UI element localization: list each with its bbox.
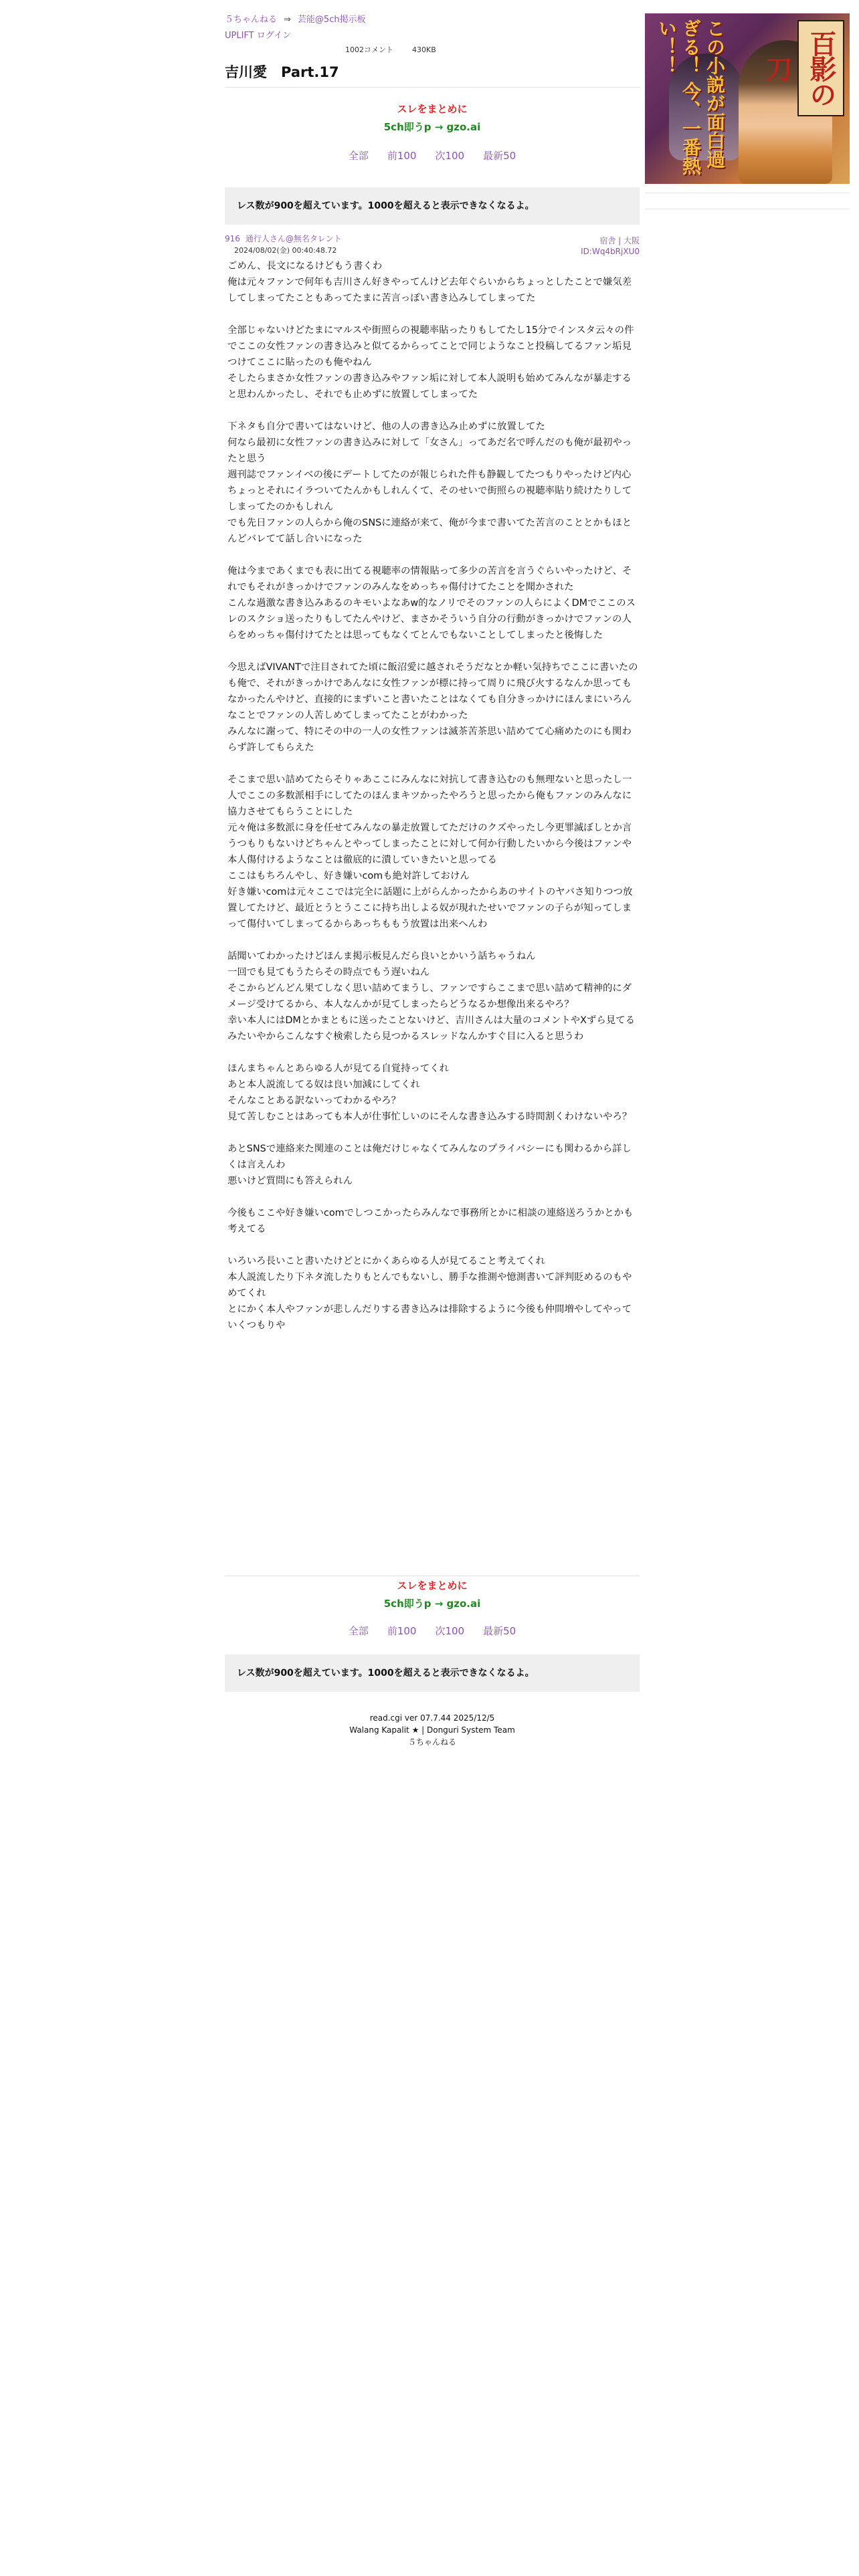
post-paragraph: 今後もここや好き嫌いcomでしつこかったらみんなで事務所とかに相談の連絡送ろうかとかも考えてる (227, 1208, 634, 1235)
breadcrumb (225, 12, 366, 25)
post-paragraph: ほんまちゃんとあらゆる人が見てる自覚持ってくれ あと本人説流してる奴は良い加減にしてくれ そんなことある訳ないってわかるやろ？ 見て苦しむことはあっても本人が仕事忙しいのにそんな書き込みする時間割くわけないやろ？ (227, 1063, 632, 1122)
post-paragraph: 下ネタも自分で書いてはないけど、他の人の書き込み止めずに放置してた 何なら最初に女性ファンの書き込みに対して「女さん」ってあだ名で呼んだのも俺が最初やったと思う 週刊誌でファンイベの後にデートしてたのが報じられた件も静観してたつもりやったけど内心ちょっとそれにイラついてたんかもしれんくて、そのせいで街照らの視聴率貼り続けたりしてしまってたのかもしれん でも先日ファンの人らから俺のSNSに連絡が来て、俺が今まで書いてた苦言のこととかもほとんどバレてて話し合いになった (227, 421, 632, 544)
post-paragraph: ごめん、長文になるけどもう書くわ 俺は元々ファンで何年も吉川さん好きやってんけど去年ぐらいからちょっとしたことで嫌気差してしまってたこともあってたまに苦言っぽい書き込みしてしまってた (227, 261, 632, 304)
footer-version: read.cgi ver 07.7.44 2025/12/5 (369, 1713, 495, 1723)
breadcrumb-root-link[interactable]: ５ちゃんねる (225, 15, 278, 25)
pager-all-link[interactable]: 全部 (348, 150, 369, 162)
thread-size: 430KB (412, 45, 436, 54)
post-paragraph: 全部じゃないけどたまにマルスや街照らの視聴率貼ったりもしてたし15分でインスタ云々の件でここの女性ファンの書き込みと似てるからってことで同じようなこと投稿してるファン垢見つけてここに貼ったのも俺やねん そしたらまさか女性ファンの書き込みやファン垢に対して本人説明も始めてみんなが暴走すると思わんかったし、それでも止めずに放置してしまってた (227, 325, 634, 400)
pager-bottom (225, 1624, 640, 1638)
pager-all-link[interactable]: 全部 (348, 1625, 369, 1637)
notice-banner-bottom: レス数が900を超えています。1000を超えると表示できなくなるよ。 (225, 1654, 640, 1692)
promo-top[interactable] (225, 102, 640, 134)
uplift-login-link[interactable]: UPLIFT ログイン (225, 31, 292, 41)
pager-latest-link[interactable]: 最新50 (483, 150, 516, 162)
pager-top (225, 148, 640, 163)
pager-next-link[interactable]: 次100 (435, 150, 465, 162)
post-meta-right (581, 235, 640, 257)
post-number[interactable]: 916 (225, 234, 240, 243)
post-body (227, 258, 640, 1333)
post-author[interactable]: 通行人さん@無名タレント (245, 234, 342, 243)
promo-bottom[interactable] (225, 1578, 640, 1610)
footer-team: Walang Kapalit ★ | Donguri System Team (349, 1725, 515, 1735)
pager-next-link[interactable]: 次100 (435, 1625, 465, 1637)
page-title: 吉川愛 Part.17 (225, 64, 339, 80)
post-id[interactable]: ID:Wq4bRjXU0 (581, 247, 640, 256)
post-paragraph: 話聞いてわかったけどほんま掲示板見んだら良いとかいう話ちゃうねん 一回でも見てもうたらその時点でもう遅いねん そこからどんどん果てしなく思い詰めてまうし、ファンですらここまで思い詰めて精神的にダメージ受けてるから、本人なんかが見てしまったらどうなるか想像出来るやろ？ 幸い本人にはDMとかまともに送ったことないけど、吉川さんは大量のコメントやXずら見てるみたいやからこんなすぐ検索したら見つかるスレッドなんかすぐ目に入ると思うわ (227, 951, 635, 1042)
promo-line2[interactable]: 5ch即うp → gzo.ai (383, 1598, 481, 1610)
ad-banner[interactable] (645, 13, 850, 184)
promo-line2[interactable]: 5ch即うp → gzo.ai (383, 121, 481, 133)
ad-title: 百影の刀 (797, 20, 844, 116)
notice-banner-top: レス数が900を超えています。1000を超えると表示できなくなるよ。 (225, 187, 640, 225)
post-paragraph: いろいろ長いこと書いたけどとにかくあらゆる人が見てること考えてくれ 本人説流したり下ネタ流したりもとんでもないし、勝手な推測や憶測書いて評判貶めるのもやめてくれ とにかく本人やファンが悲しんだりする書き込みは排除するように今後も仲間増やしてやっていくつもりや (227, 1256, 632, 1331)
ad-catchphrase: この小説が面白過ぎる！ 今、一番熱い！！ (656, 19, 726, 175)
post-location: 宿舎 | 大阪 (599, 236, 640, 245)
footer-site: ５ちゃんねる (407, 1737, 456, 1747)
breadcrumb-board-link[interactable]: 芸能@5ch掲示板 (297, 15, 366, 25)
divider (225, 87, 640, 88)
post-paragraph: そこまで思い詰めてたらそりゃあここにみんなに対抗して書き込むのも無理ないと思ったし一人でここの多数派相手にしてたのほんまキツかったやろうと思ったから俺もファンのみんなに協力させてもらうことにした 元々俺は多数派に身を任せてみんなの暴走放置してただけのクズやったし今更罪滅ぼしとか言うつもりもないけどちゃんとやってしまったことに対して何か行動したいから今後はファンや本人傷付けるようなことは徹底的に潰していきたいと思ってる ここはもちろんやし、好き嫌いcomも絶対許しておけん 好き嫌いcomは元々ここでは完全に話題に上がらんかったからあのサイトのヤバさ知りつつ放置してたけど、最近とうとうここに持ち出しよる奴が現れたせいでファンの子らが知ってしまって傷付いてしまってるからあっちももう放置は出来へんわ (227, 774, 633, 930)
post-paragraph: 今思えばVIVANTで注目されてた頃に飯沼愛に越されそうだなとか軽い気持ちでここに書いたのも俺で、それがきっかけであんなに女性ファンが標に持って周りに飛び火するなんか思ってもなかったんやけど、直接的にまずいこと書いたことはなくても自分きっかけにほんまにいろんなことでファンの人苦しめてしまってたことがわかった みんなに謝って、特にその中の一人の女性ファンは滅茶苦茶思い詰めてて心痛めたのにも関わらず許してもらえた (227, 662, 638, 753)
comment-count: 1002コメント (345, 45, 393, 54)
footer (225, 1712, 640, 1748)
post-header (225, 233, 640, 256)
promo-line1[interactable]: スレをまとめに (397, 1580, 468, 1592)
promo-line1[interactable]: スレをまとめに (397, 103, 468, 115)
post-date: 2024/08/02(金) 00:40:48.72 (234, 246, 337, 255)
pager-latest-link[interactable]: 最新50 (483, 1625, 516, 1637)
post-paragraph: あとSNSで連絡来た関連のことは俺だけじゃなくてみんなのプライバシーにも関わるから詳しくは言えんわ 悪いけど質問にも答えられん (227, 1144, 632, 1186)
breadcrumb-arrow: ⇒ (284, 15, 291, 25)
thread-meta (345, 44, 455, 55)
pager-prev-link[interactable]: 前100 (387, 150, 417, 162)
post-paragraph: 俺は今まであくまでも表に出てる視聴率の情報貼って多少の苦言を言うぐらいやったけど、それでもそれがきっかけでファンのみんなをめっちゃ傷付けてたことを聞かされた こんな過激な書き込みあるのキモいよなあw的なノリでそのファンの人らによくDMでここのスレのスクショ送ったりもしてたんやけど、まさかそういう自分の行動がきっかけでファンの人らをめっちゃ傷付けてたとは思ってもなくてとんでもないことしてしまったと後悔した (227, 566, 636, 641)
pager-prev-link[interactable]: 前100 (387, 1625, 417, 1637)
